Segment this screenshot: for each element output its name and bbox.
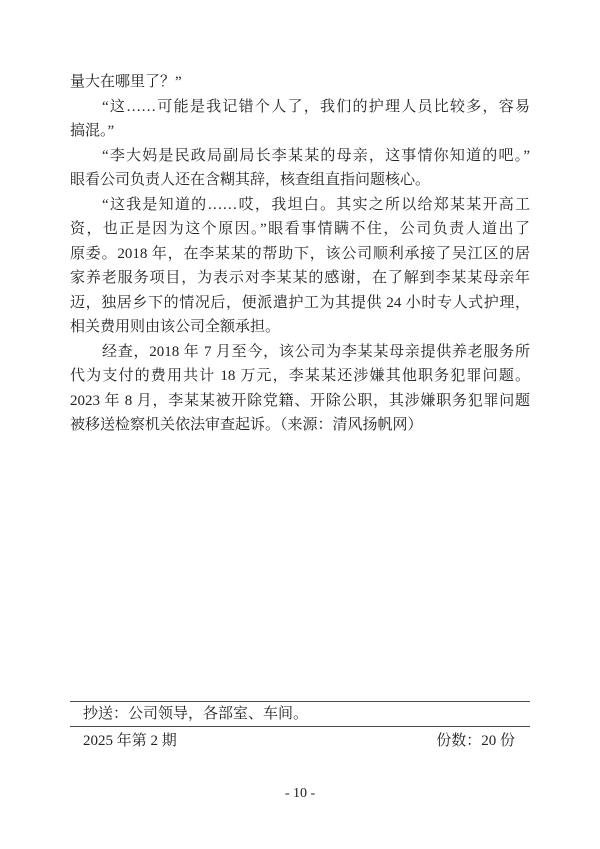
body-text-line: 搞混。” [70,123,115,139]
body-text [70,70,530,438]
footer [70,701,530,750]
cc-label: 抄送：公司领导，各部室、车间。 [83,706,309,722]
body-text-line: 经查，2018 年 7 月至今，该公司为李某某母亲提供养老服务所 [102,343,530,360]
body-text-line: “这……可能是我记错个人了，我们的护理人员比较多，容易 [102,98,530,115]
body-text-line: 眼看公司负责人还在含糊其辞，核查组直指问题核心。 [70,172,431,188]
body-text-line: 迈，独居乡下的情况后，便派遣护工为其提供 24 小时专人式护理， [70,294,530,311]
copies-count: 份数：20 份 [436,733,515,749]
body-text-line: 代为支付的费用共计 18 万元，李某某还涉嫌其他职务犯罪问题。 [70,368,530,384]
body-text-line: “李大妈是民政局副局长李某某的母亲，这事情你知道的吧。” [102,147,530,164]
issue-line [70,727,530,750]
cc-line [70,702,530,726]
page-number: - 10 - [284,786,316,801]
body-text-line: 2023 年 8 月，李某某被开除党籍、开除公职，其涉嫌职务犯罪问题 [70,392,530,409]
body-text-line: 原委。2018 年，在李某某的帮助下，该公司顺利承接了吴江区的居 [70,245,530,262]
body-text-line: “这我是知道的……哎，我坦白。其实之所以给郑某某开高工 [102,196,530,213]
issue-number: 2025 年第 2 期 [83,733,177,749]
body-text-line: 被移送检察机关依法审查起诉。（来源：清风扬帆网） [70,417,423,433]
body-text-line: 家养老服务项目，为表示对李某某的感谢，在了解到李某某母亲年 [70,270,530,286]
body-text-line: 相关费用则由该公司全额承担。 [70,319,281,335]
body-text-line: 量大在哪里了？” [70,74,182,90]
body-text-line: 资，也正是因为这个原因。”眼看事情瞒不住，公司负责人道出了 [70,221,530,237]
